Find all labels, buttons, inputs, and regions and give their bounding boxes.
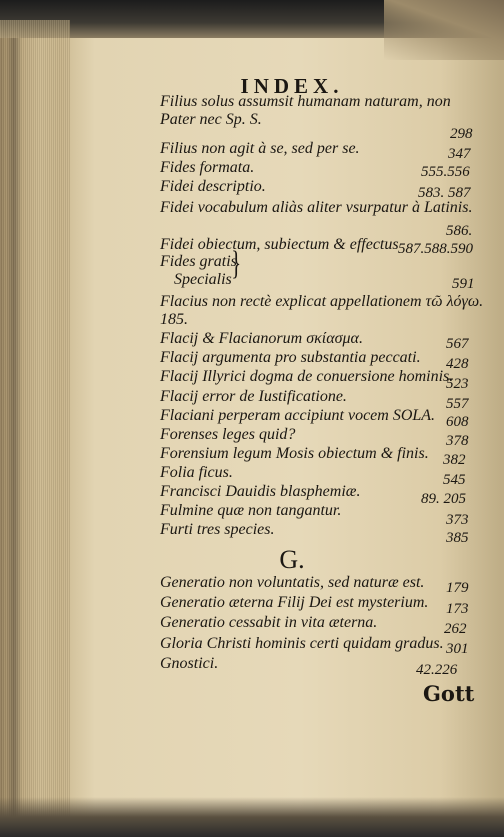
page-ref: 385 xyxy=(446,530,469,546)
page-ref: 608 xyxy=(446,414,469,430)
page-ref: 301 xyxy=(446,641,469,657)
page-ref: 373 xyxy=(446,512,469,528)
index-entry: Flacij Illyrici dogma de conuersione hominis. xyxy=(160,368,454,385)
page-ref: 583. 587 xyxy=(418,185,471,201)
page-ref: 428 xyxy=(446,356,469,372)
section-letter: G. xyxy=(279,545,305,574)
page-ref: 591 xyxy=(452,276,475,292)
index-entry: Fidei vocabulum aliàs aliter vsurpatur à Latinis. xyxy=(160,199,473,216)
page-ref: 298 xyxy=(450,126,473,142)
page-ref: 262 xyxy=(444,621,467,637)
index-entry: Francisci Dauidis blasphemiæ. xyxy=(160,483,361,500)
index-entry: Generatio æterna Filij Dei est mysterium. xyxy=(160,594,429,611)
page-ref: 555.556 xyxy=(421,164,470,180)
page-edges xyxy=(0,20,70,820)
index-entry: Gnostici. xyxy=(160,655,219,672)
index-entry: Furti tres species. xyxy=(160,521,275,538)
page-ref: 567 xyxy=(446,336,469,352)
page-header: INDEX. xyxy=(240,74,344,98)
index-entry: Flacij error de Iustificatione. xyxy=(160,388,347,405)
index-entry: Flacij & Flacianorum σκίασμα. xyxy=(160,330,363,347)
index-entry: Generatio non voluntatis, sed naturæ est. xyxy=(160,574,425,591)
index-entry: Fulmine quæ non tangantur. xyxy=(160,502,342,519)
index-entry: Fidei descriptio. xyxy=(160,178,266,195)
brace-symbol: } xyxy=(231,245,242,282)
index-entry: Gloria Christi hominis certi quidam gradus. xyxy=(160,635,444,652)
index-entry: Flacius non rectè explicat appellationem τῶ λόγω. 185. xyxy=(160,293,484,328)
page-ref: 523 xyxy=(446,376,469,392)
index-entry: Fides formata. xyxy=(160,159,255,176)
page-ref: 89. 205 xyxy=(421,491,466,507)
book-bottom-edge xyxy=(0,797,504,837)
index-entry: Filius non agit à se, sed per se. xyxy=(160,140,360,157)
index-entry: Fides gratis xyxy=(160,253,237,270)
index-page xyxy=(88,40,496,795)
page-ref: 587.588.590 xyxy=(398,241,473,257)
page-ref: 382 xyxy=(443,452,466,468)
page-ref: 347 xyxy=(448,146,471,162)
index-entry: Filius solus assumsit humanam naturam, non Pater nec Sp. S. xyxy=(160,93,451,128)
page-ref: 545 xyxy=(443,472,466,488)
index-entry: Forenses leges quid? xyxy=(160,426,296,443)
catchword: Gott xyxy=(423,681,475,706)
index-entry: Folia ficus. xyxy=(160,464,233,481)
page-ref: 557 xyxy=(446,396,469,412)
index-entry: Specialis xyxy=(174,271,232,288)
page-ref: 173 xyxy=(446,601,469,617)
index-entry: Fidei obiectum, subiectum & effectus xyxy=(160,236,399,253)
index-entry: Generatio cessabit in vita æterna. xyxy=(160,614,378,631)
index-entry: Flaciani perperam accipiunt vocem SOLA. xyxy=(160,407,436,424)
index-entry: Flacij argumenta pro substantia peccati. xyxy=(160,349,421,366)
page-ref: 378 xyxy=(446,433,469,449)
page-ref: 586. xyxy=(446,223,473,239)
index-entry: Forensium legum Mosis obiectum & finis. xyxy=(160,445,429,462)
page-ref: 179 xyxy=(446,580,469,596)
page-ref: 42.226 xyxy=(416,662,458,678)
